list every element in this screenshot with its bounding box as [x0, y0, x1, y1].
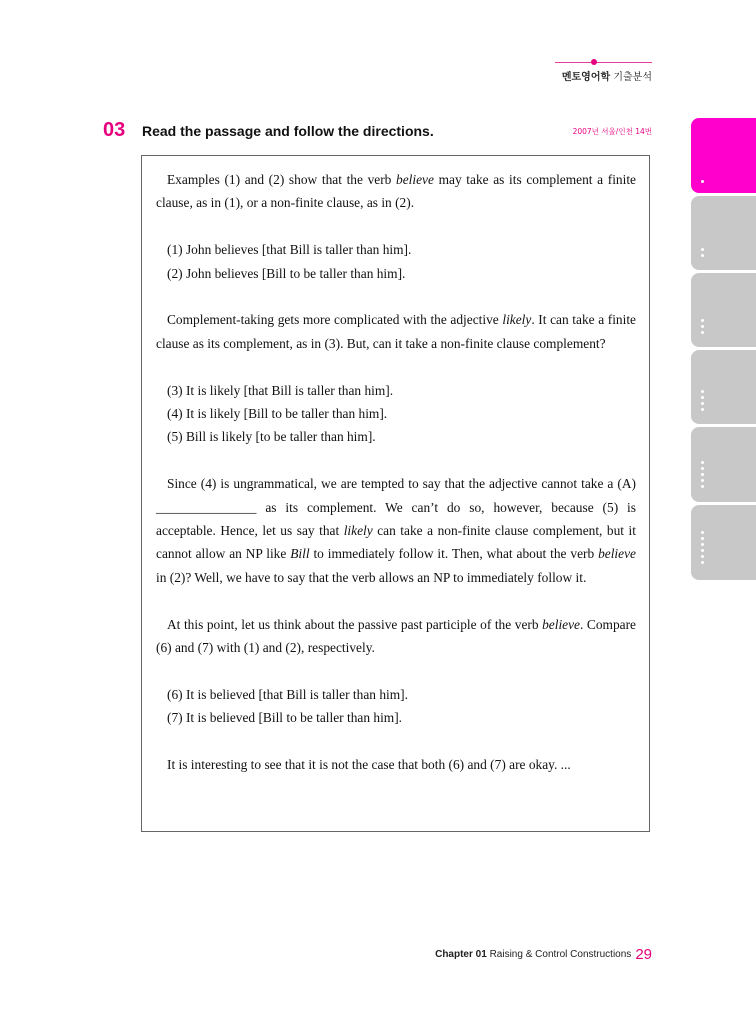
chapter-tab-2[interactable]: [691, 196, 756, 270]
chapter-tab-6[interactable]: [691, 505, 756, 580]
question-number: 03: [103, 119, 126, 141]
page-number: 29: [635, 946, 652, 963]
example-3: (3) It is likely [that Bill is taller than him].: [167, 382, 394, 398]
running-header: [560, 68, 652, 83]
footer-chapter: Chapter 01 Raising & Control Constructions: [435, 949, 632, 960]
example-2: (2) John believes [Bill to be taller than him].: [167, 265, 406, 281]
header-subtitle: 기출분석: [613, 72, 652, 83]
paragraph-4: At this point, let us think about the passive past participle of the verb believe. Compare (6) and (7) with (1) and (2), respectively.: [156, 616, 636, 656]
chapter-tab-1[interactable]: [691, 118, 756, 193]
passage-text: [156, 168, 636, 776]
header-dot: [591, 59, 597, 65]
paragraph-5: It is interesting to see that it is not the case that both (6) and (7) are okay. ...: [167, 757, 571, 773]
chapter-tab-3[interactable]: [691, 273, 756, 347]
page-footer: [400, 944, 652, 963]
paragraph-2: Complement-taking gets more complicated with the adjective likely. It can take a finite clause as its complement, as in (3). But, can it take a non-finite clause complement?: [156, 312, 636, 351]
chapter-tab-4[interactable]: [691, 350, 756, 424]
question-source: 2007년 서울/인천 14번: [572, 127, 652, 136]
example-5: (5) Bill is likely [to be taller than him].: [167, 429, 376, 445]
chapter-tab-5[interactable]: [691, 427, 756, 502]
paragraph-3: Since (4) is ungrammatical, we are tempted to say that the adjective cannot take a (A) _______________ as its complement. We can’t do so, however, because (5) is acceptable. Hence, let us say that likely can take a non-finite clause complement, but it cannot allow an NP like Bill to immediately follow it. Then, what about the verb believe in (2)? Well, we have to say that the verb allows an NP to immediately follow it.: [156, 476, 636, 585]
header-brand: 멘토영어학: [561, 72, 611, 83]
question-title: Read the passage and follow the directions.: [142, 123, 434, 139]
example-7: (7) It is believed [Bill to be taller than him].: [167, 710, 403, 726]
example-1: (1) John believes [that Bill is taller than him].: [167, 242, 412, 258]
example-6: (6) It is believed [that Bill is taller than him].: [167, 686, 408, 702]
header-rule: [555, 62, 652, 63]
example-4: (4) It is likely [Bill to be taller than him].: [167, 406, 388, 422]
paragraph-1: Examples (1) and (2) show that the verb believe may take as its complement a finite clause, as in (1), or a non-finite clause, as in (2).: [156, 172, 636, 211]
